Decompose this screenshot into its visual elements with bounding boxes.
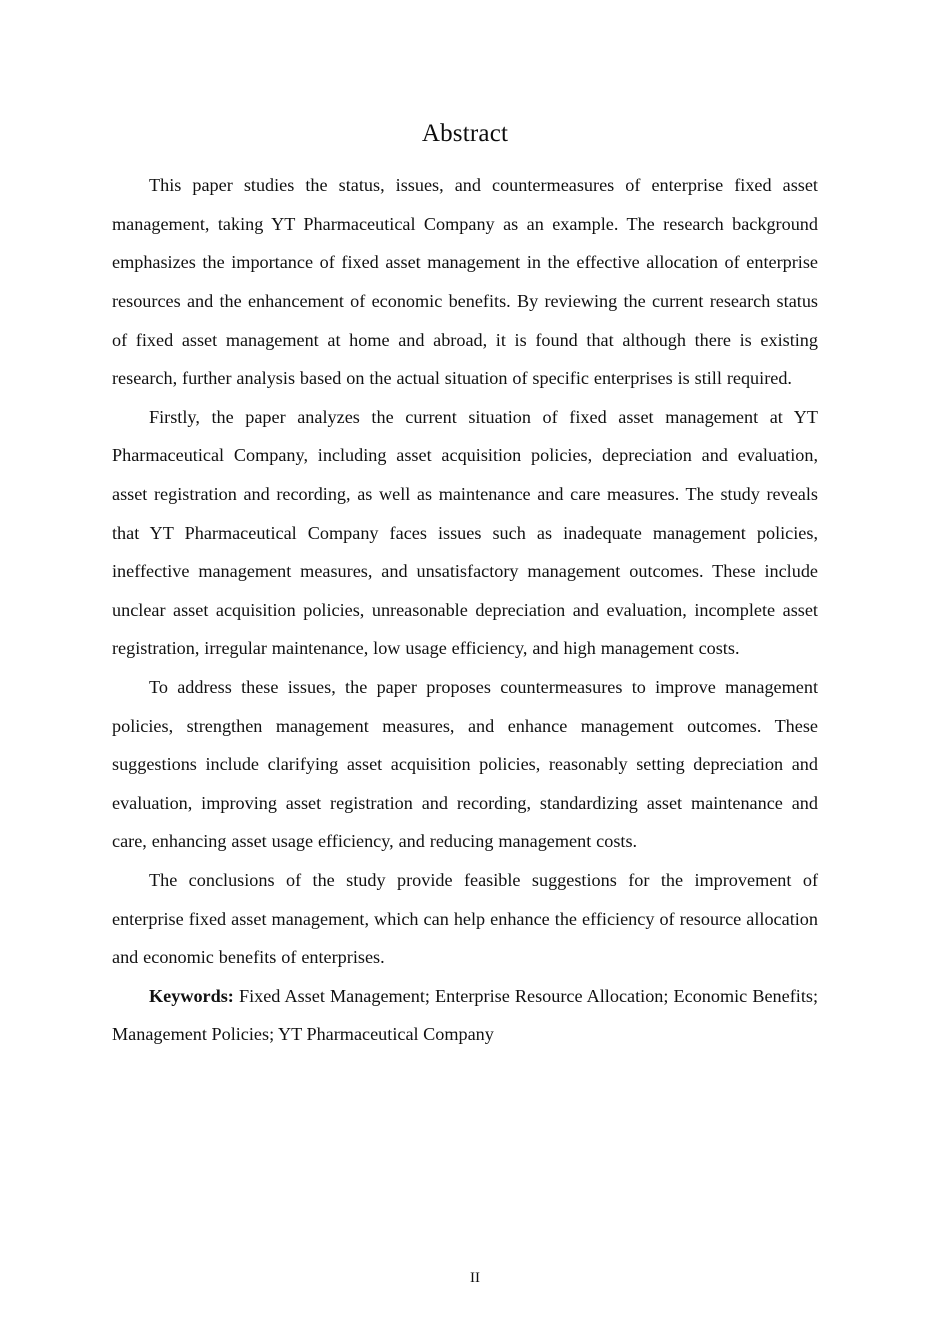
- abstract-paragraph-4: The conclusions of the study provide feasible suggestions for the improvement of enterprise fixed asset management, which can help enhance the efficiency of resource allocation and economic benefits of enterprises.: [112, 869, 818, 968]
- page-number: II: [470, 1270, 480, 1286]
- keywords-label: Keywords:: [149, 985, 234, 1006]
- abstract-paragraph-1: This paper studies the status, issues, and countermeasures of enterprise fixed asset management, taking YT Pharmaceutical Company as an example. The research background emphasizes the importance of fixed asset management in the effective allocation of enterprise resources and the enhancement of economic benefits. By reviewing the current research status of fixed asset management at home and abroad, it is found that although there is existing research, further analysis based on the actual situation of specific enterprises is still required.: [112, 175, 818, 389]
- abstract-paragraph-3: To address these issues, the paper proposes countermeasures to improve management policies, strengthen management measures, and enhance management outcomes. These suggestions include clarifying asset acquisition policies, reasonably setting depreciation and evaluation, improving asset registration and recording, standardizing asset maintenance and care, enhancing asset usage efficiency, and reducing management costs.: [112, 676, 818, 852]
- keywords-paragraph: [112, 977, 818, 1054]
- keywords-value: Fixed Asset Management; Enterprise Resource Allocation; Economic Benefits; Management Policies; YT Pharmaceutical Company: [112, 985, 818, 1045]
- document-body: [112, 118, 818, 1054]
- page-title: Abstract: [421, 120, 509, 147]
- abstract-paragraph-2: Firstly, the paper analyzes the current situation of fixed asset management at YT Pharmaceutical Company, including asset acquisition policies, depreciation and evaluation, asset registration and recording, as well as maintenance and care measures. The study reveals that YT Pharmaceutical Company faces issues such as inadequate management policies, ineffective management measures, and unsatisfactory management outcomes. These include unclear asset acquisition policies, unreasonable depreciation and evaluation, incomplete asset registration, irregular maintenance, low usage efficiency, and high management costs.: [112, 406, 818, 659]
